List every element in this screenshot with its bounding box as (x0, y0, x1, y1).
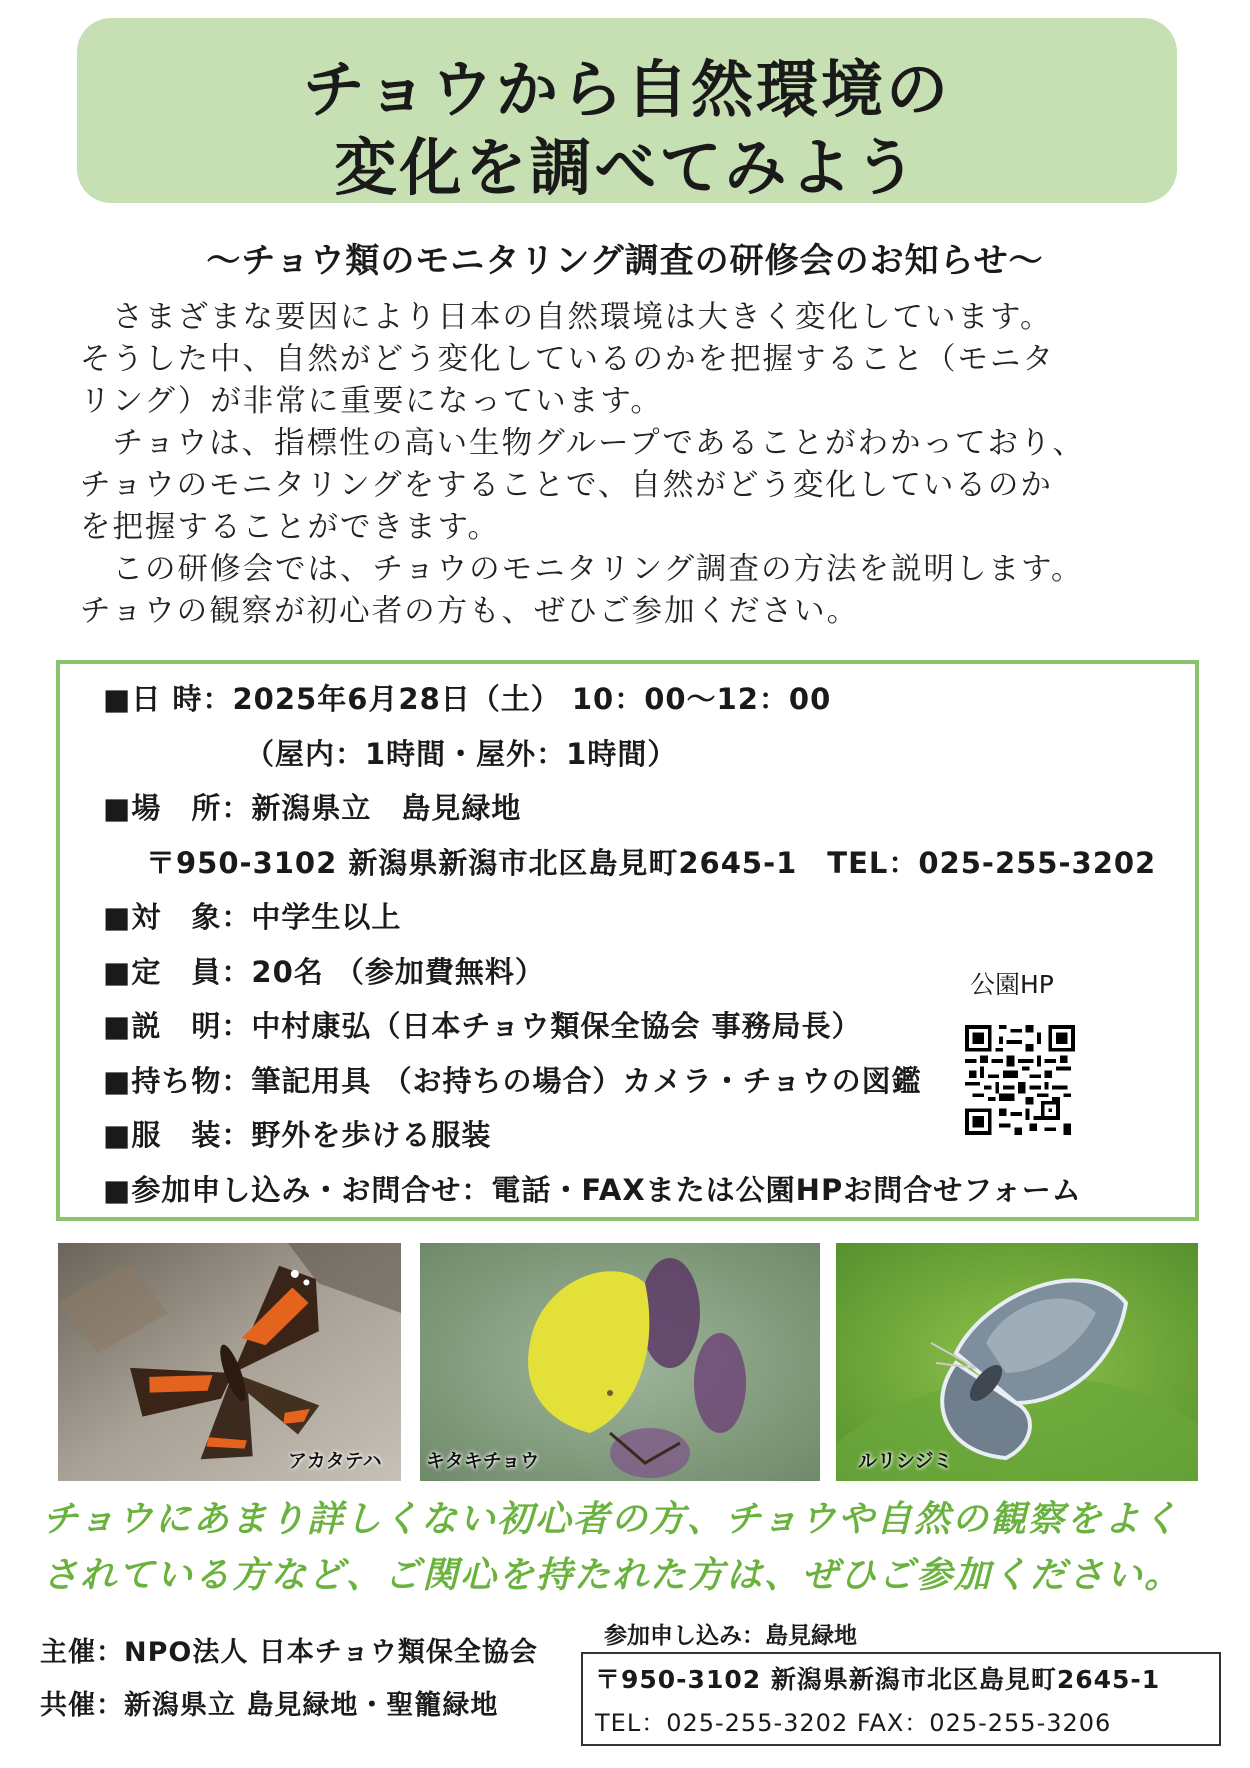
intro-line: チョウの観察が初心者の方も、ぜひご参加ください。 (80, 594, 860, 629)
contact-phone: TEL：025-255-3202 FAX：025-255-3206 (595, 1709, 1112, 1737)
title-banner (77, 18, 1177, 203)
info-capacity: ■定 員：20名 （参加費無料） (103, 955, 545, 989)
info-place: ■場 所：新潟県立 島見緑地 (103, 791, 522, 825)
intro-line: チョウのモニタリングをすることで、自然がどう変化しているのか (80, 468, 1053, 503)
contact-address: 〒950-3102 新潟県新潟市北区島見町2645-1 (595, 1665, 1161, 1694)
photo-caption: キタキチョウ (426, 1450, 540, 1472)
photo-kitakicho (420, 1243, 820, 1481)
intro-line: そうした中、自然がどう変化しているのかを把握すること（モニタ (80, 342, 1055, 377)
call-to-action (42, 1492, 1222, 1604)
contact-title: 参加申し込み：島見緑地 (592, 1617, 869, 1650)
intro-line: チョウは、指標性の高い生物グループであることがわかっており、 (80, 426, 1086, 461)
cta-line-2: されている方など、ご関心を持たれた方は、ぜひご参加ください。 (42, 1555, 1183, 1596)
photo-rurishijimi (836, 1243, 1198, 1481)
info-datetime-note: （屋内：1時間・屋外：1時間） (245, 737, 678, 771)
info-target: ■対 象：中学生以上 (103, 900, 402, 934)
photo-caption: アカタテハ (288, 1450, 382, 1472)
qr-code-icon[interactable] (965, 1025, 1075, 1135)
info-datetime: ■日 時：2025年6月28日（土） 10：00～12：00 (103, 682, 832, 716)
info-apply: ■参加申し込み・お問合せ：電話・FAXまたは公園HPお問合せフォーム (103, 1173, 1082, 1207)
photo-caption: ルリシジミ (858, 1450, 953, 1472)
title-line-1: チョウから自然環境の (302, 53, 952, 126)
intro-line: この研修会では、チョウのモニタリング調査の方法を説明します。 (80, 552, 1084, 587)
photo-akatateha (58, 1243, 401, 1481)
organizer-host: 主催：NPO法人 日本チョウ類保全協会 (40, 1637, 538, 1668)
intro-text (80, 297, 1200, 633)
title-line-2: 変化を調べてみよう (334, 131, 920, 204)
info-belongings: ■持ち物：筆記用具 （お持ちの場合）カメラ・チョウの図鑑 (103, 1064, 922, 1098)
info-clothing: ■服 装：野外を歩ける服装 (103, 1118, 492, 1152)
intro-line: さまざまな要因により日本の自然環境は大きく変化しています。 (80, 300, 1053, 335)
subtitle: ～チョウ類のモニタリング調査の研修会のお知らせ～ (206, 241, 1044, 281)
info-lecturer: ■説 明：中村康弘（日本チョウ類保全協会 事務局長） (103, 1009, 862, 1043)
qr-label: 公園HP (970, 970, 1054, 999)
organizer-cohost: 共催：新潟県立 島見緑地・聖籠緑地 (40, 1690, 499, 1721)
cta-line-1: チョウにあまり詳しくない初心者の方、チョウや自然の観察をよく (42, 1499, 1180, 1540)
intro-line: リング）が非常に重要になっています。 (80, 384, 663, 419)
intro-line: を把握することができます。 (80, 510, 501, 545)
info-address: 〒950-3102 新潟県新潟市北区島見町2645-1 TEL：025-255-3202 (146, 846, 1157, 880)
